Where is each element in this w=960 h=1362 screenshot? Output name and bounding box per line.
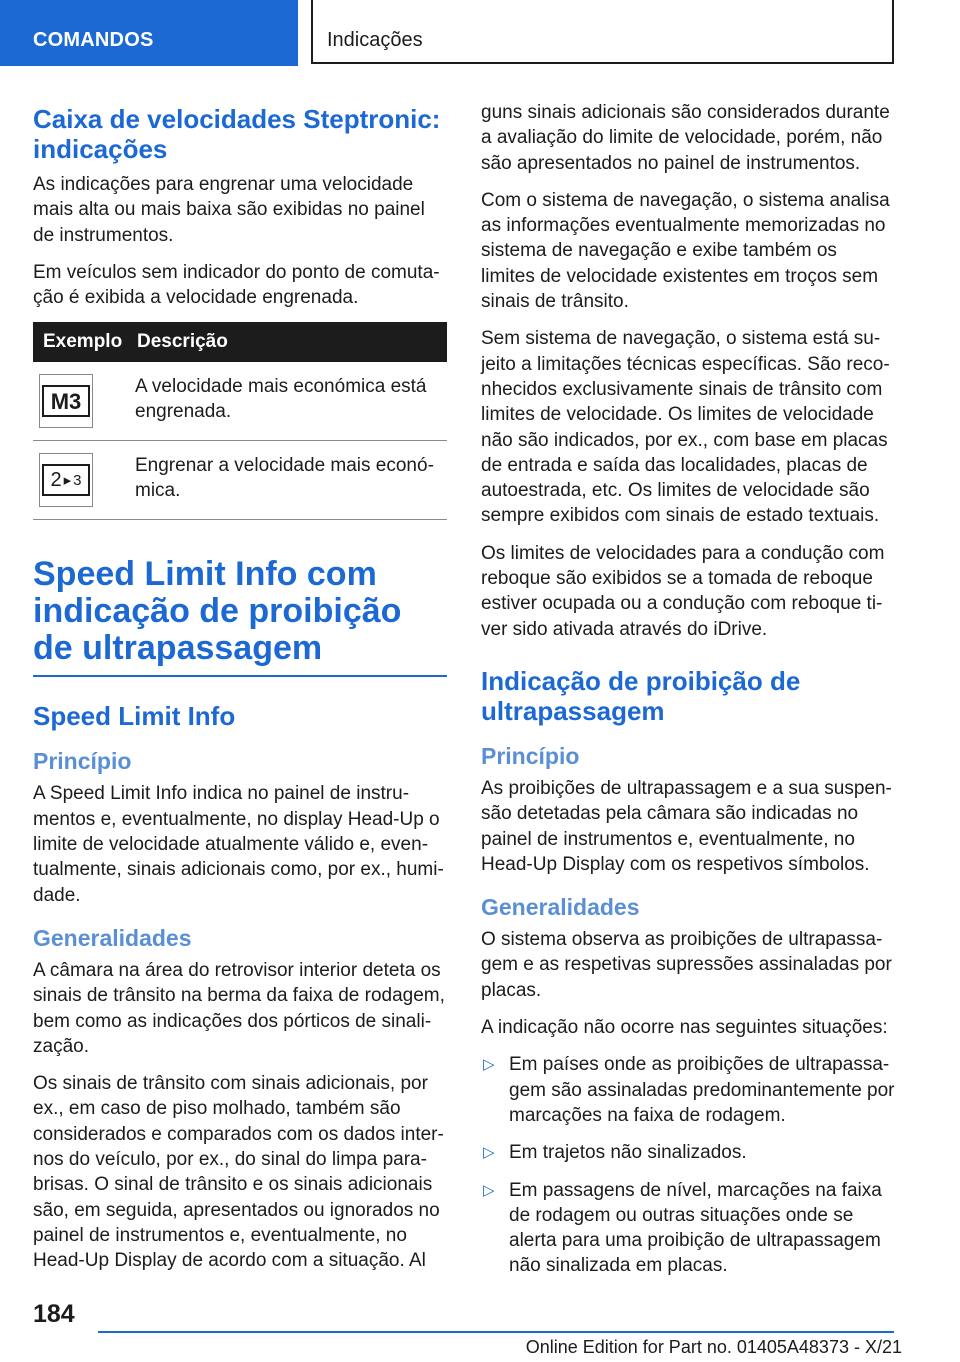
no-navigation-paragraph: Sem sistema de navegação, o sistema está sujeito a limitações técnicas específicas. São reconhecidos exclusivamente sinais de trânsito com limites de velocidade. Os limites de velocidade não são indicados, por ex., com base em placas de entrada e saída das localidades, placas de autoestrada, etc. Os limites de velocidade são sempre exibidos com sinais de estado textuais.: [481, 328, 890, 527]
table-cell-description: A velocidade mais económica está engrenada.: [129, 362, 447, 441]
triangle-right-icon: ▷: [483, 1181, 495, 1199]
table-header-example: Exemplo: [33, 322, 129, 362]
shift-current-gear: 2: [50, 468, 62, 491]
shift-up-icon: [39, 453, 93, 507]
continued-paragraph: guns sinais adicionais são considerados durante a avaliação do limite de velocidade, porém, não são apresentados no painel de instrumentos.: [481, 102, 890, 174]
list-item: ▷ Em trajetos não sinalizados.: [481, 1140, 895, 1165]
chapter-header: [311, 0, 894, 64]
page-number: 184: [33, 1300, 75, 1328]
principle-paragraph-2: As proibições de ultrapassagem e a sua suspensão detetadas pela câmara são indicadas no painel de instrumentos e, eventualmente, no Head-Up Display com os respetivos símbolos.: [481, 777, 892, 875]
table-row: [33, 362, 447, 441]
general-heading: Generalidades: [33, 924, 192, 951]
principle-paragraph: A Speed Limit Info indica no painel de instrumentos e, eventualmente, no display Head-Up o limite de velocidade atualmente válido e, eventualmente, sinais adicionais como, por ex., humidade.: [33, 783, 444, 906]
gear-m3-icon: [39, 374, 93, 428]
situations-list: [481, 1052, 895, 1278]
shift-target-gear: 3: [73, 471, 82, 489]
right-column: [481, 100, 895, 1291]
trailer-paragraph: Os limites de velocidades para a condução com reboque são exibidos se a tomada de reboque estiver ocupada ou a condução com reboque tiver sido ativada através do iDrive.: [481, 542, 885, 640]
speed-limit-info-heading: Speed Limit Info: [33, 701, 236, 732]
gear-m3-label: M3: [42, 385, 90, 417]
indications-table: [33, 322, 447, 520]
list-item: ▷ Em passagens de nível, marcações na faixa de rodagem ou outras situações onde se alerta para uma proibição de ultrapassagem não sinalizada em placas.: [483, 1179, 882, 1277]
triangle-right-icon: ▷: [483, 1056, 495, 1074]
general-paragraph-4: A indicação não ocorre nas seguintes situações:: [481, 1017, 888, 1039]
speed-limit-chapter-heading: Speed Limit Info com indicação de proibição de ultrapassagem: [33, 555, 402, 668]
list-item: ▷ Em países onde as proibições de ultrapassagem são assinaladas predominantemente por marcações na faixa de rodagem.: [483, 1054, 895, 1126]
section-tab: [0, 0, 298, 66]
general-paragraph-3: O sistema observa as proibições de ultrapassagem e as respetivas supressões assinaladas por placas.: [481, 929, 892, 1001]
general-paragraph-1: A câmara na área do retrovisor interior deteta os sinais de trânsito na berma da faixa de rodagem, bem como as indicações dos pórticos de sinalização.: [33, 959, 445, 1057]
chapter-title: Indicações: [327, 29, 423, 51]
section-title: COMANDOS: [33, 29, 154, 51]
principle-heading: Princípio: [33, 748, 132, 775]
triangle-right-icon: ▷: [483, 1144, 495, 1162]
general-paragraph-2: Os sinais de trânsito com sinais adicionais, por ex., em caso de piso molhado, também são considerados e comparados com os dados internos do veículo, por ex., do sinal do limpa para-brisas. O sinal de trânsito e os sinais adicionais são, em seguida, apresentados ou ignorados no painel de instrumentos e, eventualmente, no Head-Up Display de acordo com a situação. Al: [33, 1073, 444, 1272]
steptronic-paragraph-1: As indicações para engrenar uma velocidade mais alta ou mais baixa são exibidas no painel de instrumentos.: [33, 174, 425, 246]
steptronic-paragraph-2: Em veículos sem indicador do ponto de comutação é exibida a velocidade engrenada.: [33, 261, 440, 309]
steptronic-heading: Caixa de velocidades Steptronic: indicações: [33, 104, 441, 164]
edition-note: Online Edition for Part no. 01405A48373 - X/21: [525, 1337, 902, 1357]
no-overtaking-heading: Indicação de proibição de ultrapassagem: [481, 665, 801, 726]
table-header-description: Descrição: [129, 322, 447, 362]
shift-arrow-icon: ▸: [63, 471, 72, 489]
principle-heading-2: Princípio: [481, 742, 580, 769]
footer-divider: [98, 1331, 894, 1333]
left-column: [33, 100, 447, 1286]
table-row: [33, 441, 447, 520]
navigation-paragraph: Com o sistema de navegação, o sistema analisa as informações eventualmente memorizadas no sistema de navegação e exibe também os limites de velocidade existentes em troços sem sinais de trânsito.: [481, 189, 890, 313]
chapter-heading-wrap: [33, 556, 447, 677]
table-cell-description: Engrenar a velocidade mais económica.: [129, 441, 447, 520]
general-heading-2: Generalidades: [481, 894, 640, 921]
